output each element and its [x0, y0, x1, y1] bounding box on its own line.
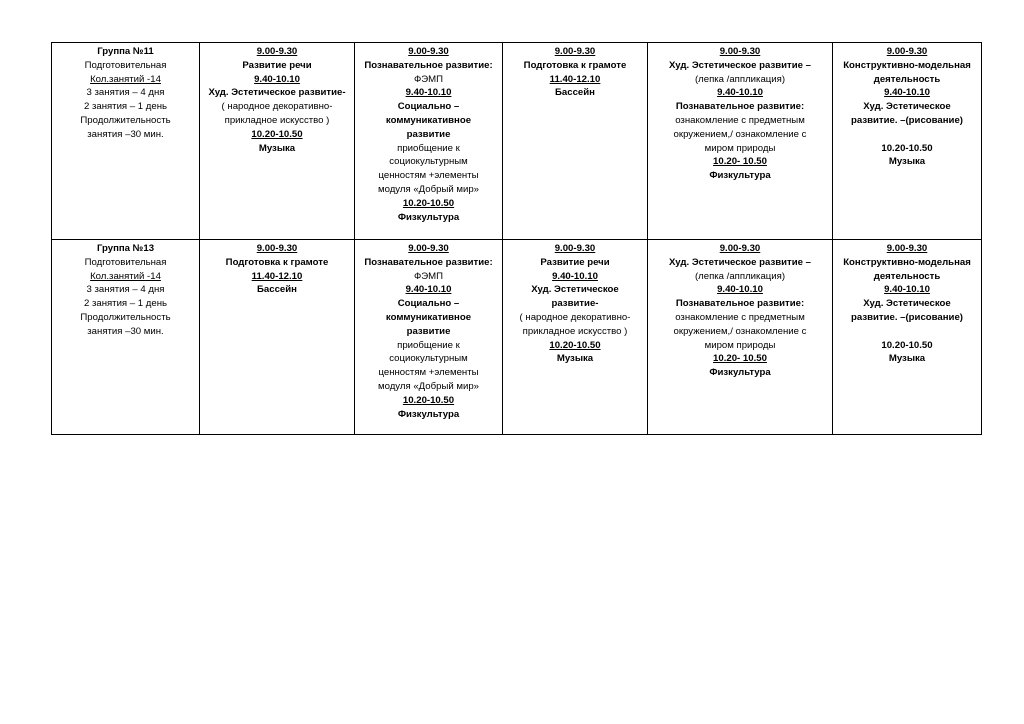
- time-slot: 10.20-10.50: [402, 197, 455, 209]
- activity: Познавательное развитие:: [675, 298, 805, 310]
- activity: Бассейн: [257, 284, 297, 296]
- activity-note: социокультурным: [389, 156, 468, 168]
- spacer: [836, 128, 978, 142]
- activity: Физкультура: [397, 211, 460, 223]
- thursday-cell: [648, 43, 833, 240]
- activity: Музыка: [888, 156, 926, 168]
- friday-cell: [833, 43, 982, 240]
- duration-label: Продолжительность: [80, 311, 171, 323]
- activity-note: миром природы: [704, 142, 776, 154]
- group-cell: [52, 240, 200, 435]
- activity-note: ценностям +элементы: [378, 170, 479, 182]
- duration-label: Продолжительность: [80, 114, 171, 126]
- time-slot: 10.20-10.50: [881, 339, 933, 351]
- spacer: [836, 325, 978, 339]
- duration-value: занятия –30 мин.: [87, 325, 164, 337]
- friday-cell: [833, 240, 982, 435]
- activity: коммуникативное: [385, 311, 472, 323]
- schedule-table: [51, 42, 982, 435]
- activity-note: приобщение к: [397, 142, 460, 154]
- activity-note: прикладное искусство ): [522, 325, 628, 337]
- group-type: Подготовительная: [84, 59, 167, 71]
- activity: развитие: [406, 128, 451, 140]
- time-slot: 9.40-10.10: [254, 73, 300, 85]
- time-slot: 9.40-10.10: [717, 87, 763, 99]
- time-slot: 9.40-10.10: [717, 284, 763, 296]
- time-slot: 9.00-9.30: [256, 243, 298, 254]
- activity: Худ. Эстетическое: [531, 284, 619, 296]
- tuesday-cell: [355, 240, 503, 435]
- activity-note: ( народное декоративно-: [221, 101, 333, 113]
- activity: Конструктивно-модельная: [843, 59, 971, 71]
- time-slot: 9.00-9.30: [719, 46, 761, 57]
- activity: Конструктивно-модельная: [843, 256, 971, 268]
- duration-value: занятия –30 мин.: [87, 128, 164, 140]
- time-slot: 9.40-10.10: [405, 87, 452, 99]
- activity-note: модуля «Добрый мир»: [377, 380, 479, 392]
- activity: Худ. Эстетическое развитие –: [669, 59, 811, 71]
- time-slot: 9.00-9.30: [408, 46, 449, 57]
- monday-cell: [200, 43, 355, 240]
- time-slot: 11.40-12.10: [549, 73, 601, 85]
- activity-note: окружением,/ ознакомление с: [673, 325, 807, 337]
- time-slot: 9.40-10.10: [405, 284, 452, 296]
- activity: Бассейн: [555, 87, 595, 99]
- thursday-cell: [648, 240, 833, 435]
- group-cell: [52, 43, 200, 240]
- lesson-count: Кол.занятий -14: [90, 73, 161, 85]
- time-slot: 9.40-10.10: [884, 284, 930, 296]
- activity-note: (лепка /аппликация): [694, 73, 786, 85]
- activity: Физкультура: [397, 408, 460, 420]
- table-row: [52, 240, 982, 435]
- activity: развитие: [406, 325, 451, 337]
- activity-note: ознакомление с предметным: [675, 311, 805, 323]
- activity: развитие-: [551, 298, 599, 310]
- group-title: Группа №13: [96, 243, 155, 254]
- lesson-count: Кол.занятий -14: [90, 270, 161, 282]
- activity: коммуникативное: [385, 114, 472, 126]
- activity: деятельность: [873, 270, 941, 282]
- time-slot: 9.00-9.30: [886, 243, 928, 254]
- activity: Физкультура: [709, 367, 771, 379]
- table-row: [52, 43, 982, 240]
- monday-cell: [200, 240, 355, 435]
- activity: Социально –: [397, 101, 460, 113]
- activity-note: модуля «Добрый мир»: [377, 183, 479, 195]
- activity-note: ознакомление с предметным: [675, 114, 805, 126]
- activity: Худ. Эстетическое развитие-: [208, 87, 346, 99]
- time-slot: 9.00-9.30: [886, 46, 928, 57]
- time-slot: 10.20-10.50: [549, 339, 601, 351]
- activity: деятельность: [873, 73, 941, 85]
- activity-note: ФЭМП: [413, 270, 444, 282]
- time-slot: 9.40-10.10: [884, 87, 930, 99]
- activity-note: окружением,/ ознакомление с: [673, 128, 807, 140]
- activity: Музыка: [556, 353, 594, 365]
- lessons-4-days: 3 занятия – 4 дня: [86, 87, 165, 99]
- activity-note: (лепка /аппликация): [694, 270, 786, 282]
- time-slot: 9.00-9.30: [408, 243, 449, 254]
- wednesday-cell: [503, 240, 648, 435]
- activity: Познавательное развитие:: [364, 59, 493, 71]
- activity-note: ценностям +элементы: [378, 367, 479, 379]
- lessons-1-day: 2 занятия – 1 день: [83, 298, 168, 310]
- activity: Познавательное развитие:: [675, 101, 805, 113]
- time-slot: 10.20-10.50: [251, 128, 303, 140]
- activity: Подготовка к грамоте: [523, 59, 627, 71]
- activity-note: социокультурным: [389, 353, 468, 365]
- activity: Худ. Эстетическое: [863, 298, 951, 310]
- activity: Развитие речи: [540, 256, 610, 268]
- tuesday-cell: [355, 43, 503, 240]
- time-slot: 10.20- 10.50: [713, 353, 767, 365]
- activity: Физкультура: [709, 170, 771, 182]
- time-slot: 9.00-9.30: [256, 46, 298, 57]
- time-slot: 9.40-10.10: [552, 270, 598, 282]
- activity: Развитие речи: [242, 59, 312, 71]
- lessons-1-day: 2 занятия – 1 день: [83, 101, 168, 113]
- time-slot: 9.00-9.30: [719, 243, 761, 254]
- time-slot: 9.00-9.30: [554, 243, 596, 254]
- time-slot: 10.20-10.50: [402, 394, 455, 406]
- activity: Музыка: [258, 142, 296, 154]
- activity-note: миром природы: [704, 339, 776, 351]
- time-slot: 9.00-9.30: [554, 46, 596, 57]
- lessons-4-days: 3 занятия – 4 дня: [86, 284, 165, 296]
- activity-note: приобщение к: [397, 339, 460, 351]
- wednesday-cell: [503, 43, 648, 240]
- time-slot: 10.20- 10.50: [713, 156, 767, 168]
- activity: Худ. Эстетическое: [863, 101, 951, 113]
- activity: Музыка: [888, 353, 926, 365]
- time-slot: 11.40-12.10: [251, 270, 303, 282]
- group-type: Подготовительная: [84, 256, 167, 268]
- activity: развитие. –(рисование): [851, 114, 963, 126]
- activity: Худ. Эстетическое развитие –: [669, 256, 811, 268]
- group-title: Группа №11: [97, 46, 154, 57]
- activity: развитие. –(рисование): [851, 311, 963, 323]
- activity-note: ФЭМП: [413, 73, 444, 85]
- activity-note: ( народное декоративно-: [519, 311, 631, 323]
- activity-note: прикладное искусство ): [224, 114, 330, 126]
- activity: Подготовка к грамоте: [225, 256, 329, 268]
- activity: Социально –: [397, 298, 460, 310]
- time-slot: 10.20-10.50: [881, 142, 933, 154]
- activity: Познавательное развитие:: [364, 256, 493, 268]
